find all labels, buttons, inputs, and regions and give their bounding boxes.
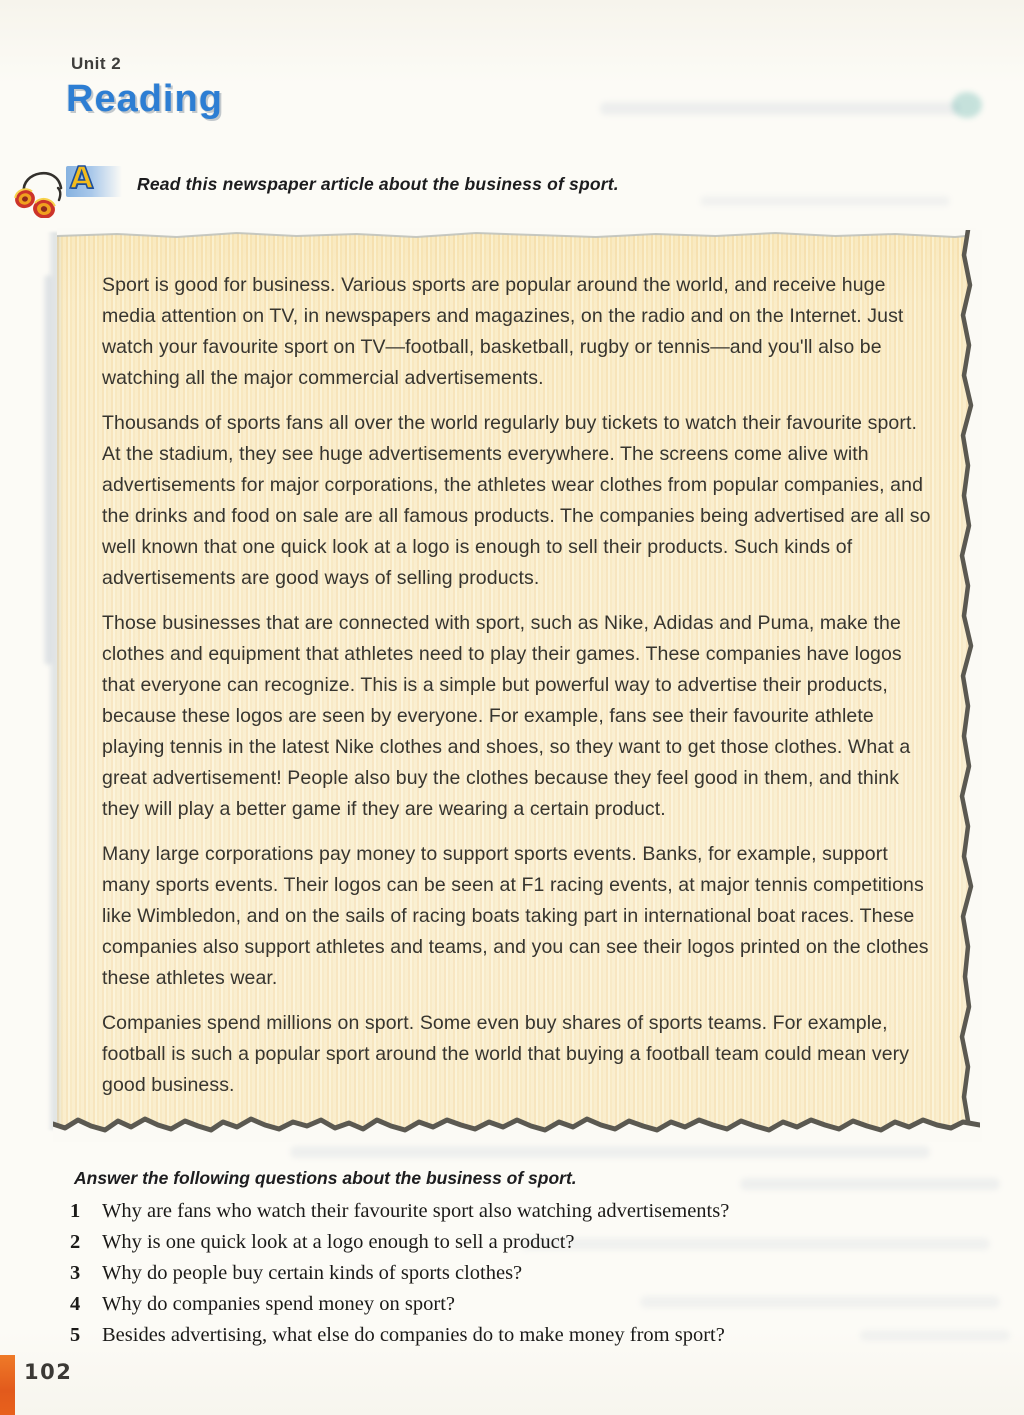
bleed-through-smudge — [740, 1178, 1000, 1190]
question-text: Why are fans who watch their favourite sport also watching advertisements? — [102, 1200, 730, 1222]
torn-edge-bottom — [53, 1108, 980, 1142]
question-item — [70, 1293, 980, 1316]
question-item — [70, 1231, 980, 1254]
bleed-through-stamp — [952, 92, 982, 118]
bleed-through-smudge — [600, 102, 960, 115]
questions-list — [70, 1200, 980, 1355]
question-text: Besides advertising, what else do companies do to make money from sport? — [102, 1324, 725, 1346]
question-text: Why do companies spend money on sport? — [102, 1293, 455, 1315]
question-item — [70, 1262, 980, 1285]
question-number: 4 — [70, 1293, 81, 1315]
exercise-badge-letter: A — [70, 161, 94, 196]
exercise-badge — [66, 161, 122, 197]
headphones-icon — [10, 162, 72, 218]
questions-instruction: Answer the following questions about the business of sport. — [74, 1168, 577, 1188]
unit-label: Unit 2 — [71, 54, 122, 73]
newspaper-clipping — [57, 232, 976, 1130]
question-text: Why is one quick look at a logo enough to sell a product? — [102, 1231, 575, 1253]
article-body — [102, 270, 938, 1115]
question-number: 1 — [70, 1200, 81, 1222]
question-number: 5 — [70, 1324, 81, 1346]
question-item — [70, 1324, 980, 1347]
exercise-instruction: Read this newspaper article about the business of sport. — [137, 174, 619, 194]
article-paragraph: Thousands of sports fans all over the world regularly buy tickets to watch their favourite sport. At the stadium, they see huge advertisements everywhere. The screens come alive with advertisements for major corporations, the athletes wear clothes from popular companies, and the drinks and food on sale are all famous products. The companies being advertised are all so well known that one quick look at a logo is enough to sell their products. Such kinds of advertisements are good ways of selling products. — [102, 412, 931, 589]
exercise-header-row — [0, 160, 1024, 220]
paper-left-edge — [47, 232, 61, 1130]
article-paragraph: Sport is good for business. Various sports are popular around the world, and receive huge media attention on TV, in newspapers and magazines, on the radio and on the Internet. Just watch your favourite sport on TV—football, basketball, rugby or tennis—and you'll also be watching all the major commercial advertisements. — [102, 274, 904, 389]
article-paragraph: Companies spend millions on sport. Some even buy shares of sports teams. For example, football is such a popular sport around the world that buying a football team could mean very good business. — [102, 1012, 910, 1096]
article-paragraph: Those businesses that are connected with sport, such as Nike, Adidas and Puma, make the clothes and equipment that athletes need to play their games. These companies have logos that everyone can recognize. This is a simple but powerful way to advertise their products, because these logos are seen by everyone. For example, fans see their favourite athlete playing tennis in the latest Nike clothes and shoes, so they want to get those clothes. What a great advertisement! People also buy the clothes because they feel good in them, and think they will play a better game if they are wearing a certain product. — [102, 612, 911, 820]
torn-edge-top — [57, 228, 976, 242]
article-paragraph: Many large corporations pay money to support sports events. Banks, for example, support many sports events. Their logos can be seen at F1 racing events, at major tennis competitions like Wimbledon, and on the sails of racing boats taking part in international boat races. These companies also support athletes and teams, and you can see their logos printed on the clothes these athletes wear. — [102, 843, 929, 989]
torn-edge-right — [956, 230, 982, 1142]
bleed-through-smudge — [290, 1146, 930, 1158]
page-number: 102 — [24, 1360, 73, 1384]
page-title: Reading — [66, 78, 223, 120]
question-number: 3 — [70, 1262, 81, 1284]
question-text: Why do people buy certain kinds of sports clothes? — [102, 1262, 523, 1284]
page-edge-tab — [0, 1355, 15, 1415]
question-item — [70, 1200, 980, 1223]
question-number: 2 — [70, 1231, 81, 1253]
